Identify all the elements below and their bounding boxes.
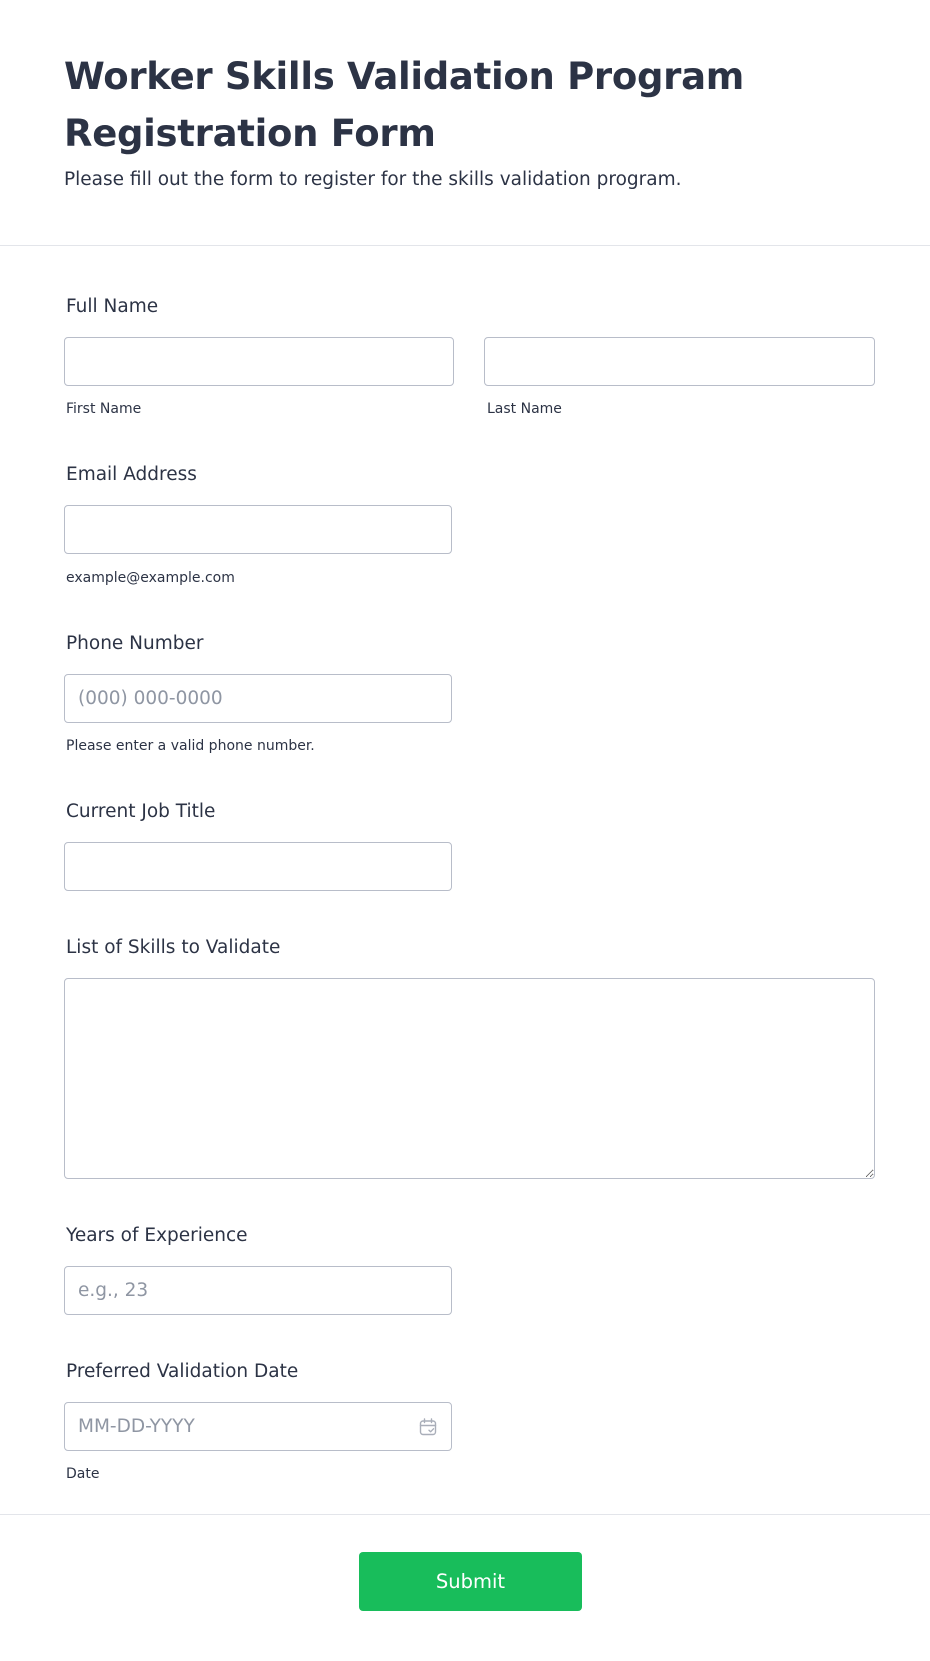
phone-label: Phone Number [66,633,204,654]
calendar-icon[interactable] [418,1417,438,1437]
last-name-sublabel: Last Name [487,401,562,417]
phone-sublabel: Please enter a valid phone number. [66,738,315,754]
date-input[interactable] [64,1402,452,1451]
skills-label: List of Skills to Validate [66,937,281,958]
experience-input[interactable] [64,1266,452,1315]
skills-textarea[interactable] [64,978,875,1179]
email-label: Email Address [66,464,197,485]
last-name-input[interactable] [484,337,875,386]
page-title: Worker Skills Validation Program Registration Form [64,55,745,155]
date-sublabel: Date [66,1466,100,1482]
first-name-sublabel: First Name [66,401,142,417]
first-name-input[interactable] [64,337,454,386]
form-header [0,0,930,246]
job-title-input[interactable] [64,842,452,891]
email-sublabel: example@example.com [66,570,235,586]
validation-date-label: Preferred Validation Date [66,1361,299,1382]
experience-label: Years of Experience [66,1225,248,1246]
email-field[interactable] [64,505,452,554]
phone-input[interactable] [64,674,452,723]
job-title-label: Current Job Title [66,801,216,822]
full-name-label: Full Name [66,296,159,317]
submit-button[interactable]: Submit [359,1552,582,1611]
footer-divider [0,1514,930,1515]
page-subtitle: Please fill out the form to register for the skills validation program. [64,169,682,190]
